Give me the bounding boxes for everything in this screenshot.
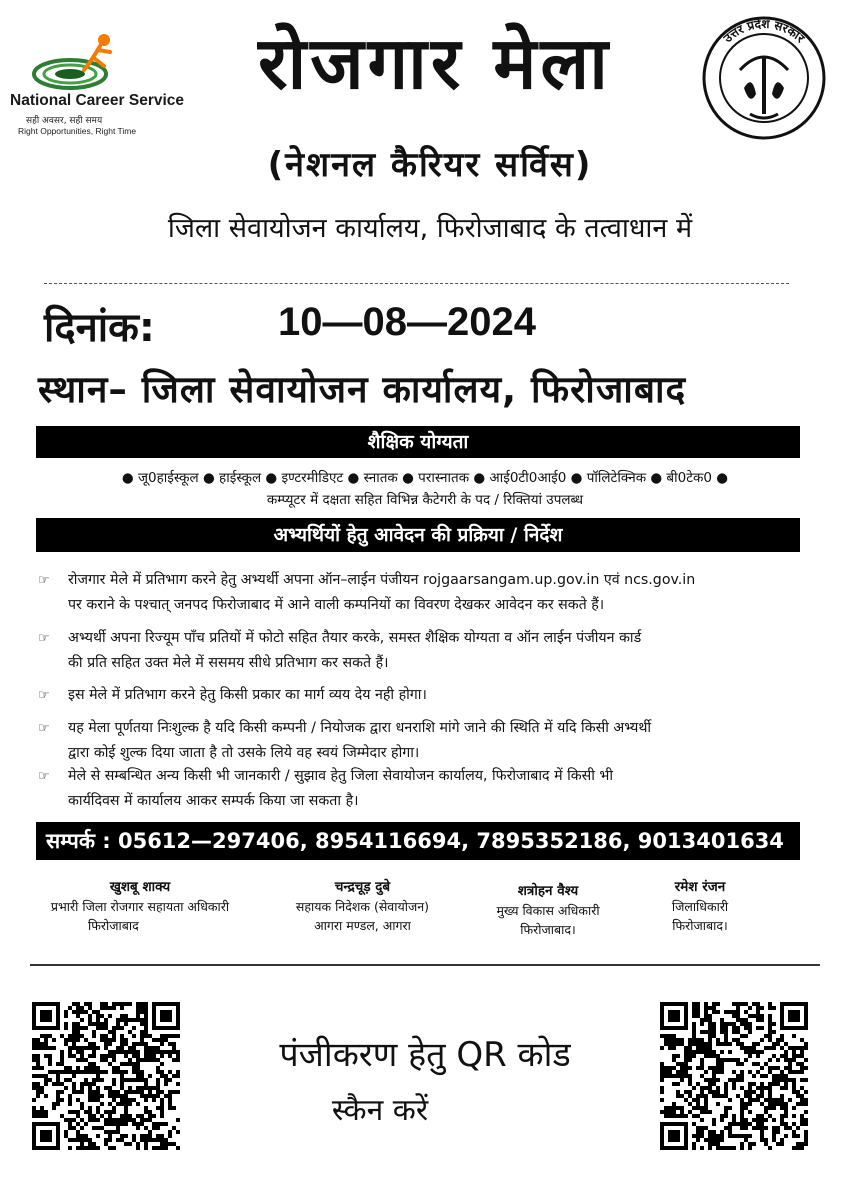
- instruction-item: [38, 568, 798, 618]
- ncs-brand-text: National Career Service: [10, 92, 185, 109]
- pointing-hand-icon: ☞: [38, 688, 50, 703]
- education-heading: शैक्षिक योग्यता: [36, 426, 800, 458]
- ncs-emblem-icon: [8, 30, 168, 94]
- date-value: 10—08—2024: [278, 300, 536, 344]
- signatory-place: आगरा मण्डल, आगरा: [314, 918, 411, 933]
- qr-instruction: पंजीकरण हेतु QR कोड: [279, 1035, 571, 1075]
- signatory: [40, 878, 240, 935]
- signatory-name: खुशबू शाक्य: [109, 879, 171, 895]
- up-government-seal: [700, 14, 828, 142]
- signatory-name: चन्द्रचूड़ दुबे: [334, 879, 391, 895]
- signatory-place: फिरोजाबाद: [88, 918, 139, 933]
- signatory-place: फिरोजाबाद।: [672, 918, 728, 933]
- qr-code-icon: [660, 1002, 808, 1150]
- instruction-item: [38, 626, 798, 676]
- instruction-text: यह मेला पूर्णतया निःशुल्क है यदि किसी कम्पनी / नियोजक द्वारा धनराशि मांगे जाने की स्थिति में यदि किसी अभ्यर्थी: [68, 720, 652, 736]
- signatory: [468, 882, 628, 939]
- signatory-title: जिलाधिकारी: [671, 899, 729, 914]
- seal-text: उत्तर प्रदेश सरकार: [720, 16, 808, 46]
- divider: [30, 964, 820, 966]
- signatory-name: रमेश रंजन: [674, 879, 726, 895]
- contact-numbers: सम्पर्क : 05612—297406, 8954116694, 7895352186, 9013401634: [36, 822, 800, 860]
- instruction-text-cont: द्वारा कोई शुल्क दिया जाता है तो उसके लिये वह स्वयं जिम्मेदार होगा।: [68, 745, 420, 761]
- ncs-tagline-hindi: सही अवसर, सही समय: [26, 116, 103, 126]
- education-note: कम्प्यूटर में दक्षता सहित विभिन्न कैटेगरी के पद / रिक्तियां उपलब्ध: [266, 492, 584, 508]
- instruction-text-cont: पर कराने के पश्चात् जनपद फिरोजाबाद में आने वाली कम्पनियों का विवरण देखकर आवेदन कर सकते हैं।: [68, 597, 605, 613]
- subtitle: (नेशनल कैरियर सर्विस): [267, 145, 593, 185]
- signatory-name: शत्रोहन वैश्य: [517, 883, 579, 899]
- instruction-text-cont: की प्रति सहित उक्त मेले में ससमय सीधे प्रतिभाग कर सकते हैं।: [68, 655, 389, 671]
- qr-code-icon: [32, 1002, 180, 1150]
- page-title: रोजगार मेला: [258, 21, 612, 105]
- instruction-text: रोजगार मेले में प्रतिभाग करने हेतु अभ्यर्थी अपना ऑन–लाईन पंजीयन rojgaarsangam.up.gov.in एवं ncs.gov.in: [68, 572, 696, 588]
- organiser-line: जिला सेवायोजन कार्यालय, फिरोजाबाद के तत्वाधान में: [167, 213, 693, 244]
- signatory-title: मुख्य विकास अधिकारी: [496, 903, 600, 918]
- date-label: दिनांक:: [44, 305, 155, 351]
- process-heading: अभ्यर्थियों हेतु आवेदन की प्रक्रिया / निर्देश: [36, 518, 800, 552]
- instruction-item: [38, 716, 798, 766]
- qr-code-right[interactable]: [660, 1002, 808, 1150]
- education-list: ● जू0हाईस्कूल ● हाईस्कूल ● इण्टरमीडिएट ● स्नातक ● परास्नातक ● आई0टी0आई0 ● पॉलिटेक्निक ● बी0टेक0 ●: [121, 470, 729, 486]
- qr-code-left[interactable]: [32, 1002, 180, 1150]
- pointing-hand-icon: ☞: [38, 769, 50, 784]
- signatory: [265, 878, 460, 935]
- pointing-hand-icon: ☞: [38, 721, 50, 736]
- instruction-text: इस मेले में प्रतिभाग करने हेतु किसी प्रकार का मार्ग व्यय देय नही होगा।: [68, 687, 427, 703]
- signatory-title: सहायक निदेशक (सेवायोजन): [295, 899, 430, 914]
- signatory: [635, 878, 765, 935]
- instruction-text: अभ्यर्थी अपना रिज्यूम पाँच प्रतियों में फोटो सहित तैयार करके, समस्त शैक्षिक योग्यता व ऑन लाईन पंजीयन कार्ड: [68, 630, 642, 646]
- ncs-tagline-english: Right Opportunities, Right Time: [18, 126, 137, 136]
- signatory-title: प्रभारी जिला रोजगार सहायता अधिकारी: [50, 899, 230, 914]
- pointing-hand-icon: ☞: [38, 631, 50, 646]
- seal-emblem-icon: [700, 14, 828, 142]
- pointing-hand-icon: ☞: [38, 573, 50, 588]
- ncs-logo: [8, 30, 185, 145]
- qr-instruction-cont: स्कैन करें: [331, 1093, 429, 1128]
- instruction-item: [38, 764, 798, 814]
- instruction-text: मेले से सम्बन्धित अन्य किसी भी जानकारी / सुझाव हेतु जिला सेवायोजन कार्यालय, फिरोजाबाद में किसी भी: [68, 768, 614, 784]
- signatory-place: फिरोजाबाद।: [520, 922, 576, 937]
- divider: [44, 283, 789, 284]
- instruction-text-cont: कार्यदिवस में कार्यालय आकर सम्पर्क किया जा सकता है।: [68, 793, 359, 809]
- venue: स्थान– जिला सेवायोजन कार्यालय, फिरोजाबाद: [38, 368, 687, 411]
- instruction-item: [38, 683, 798, 708]
